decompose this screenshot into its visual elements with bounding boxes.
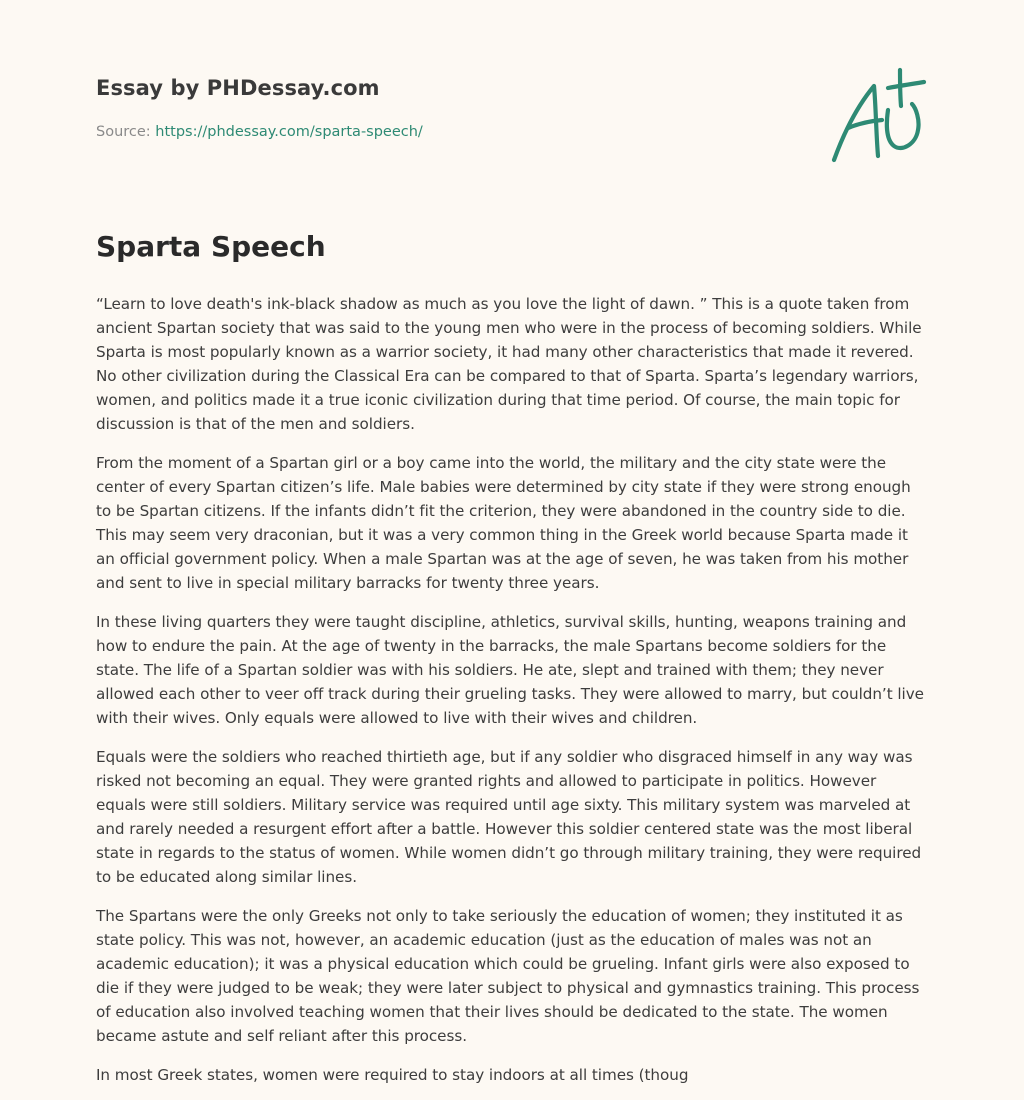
site-title: Essay by PHDessay.com [96,76,380,100]
essay-paragraph: From the moment of a Spartan girl or a boy came into the world, the military and the city state were the center of every Spartan citizen’s life. Male babies were determined by city state if they were strong enough to be Spartan citizens. If the infants didn’t fit the criterion, they were abandoned in the country side to die. This may seem very draconian, but it was a very common thing in the Greek world because Sparta made it an official government policy. When a male Spartan was at the age of seven, he was taken from his mother and sent to live in special military barracks for twenty three years. [96,454,911,592]
page-header [96,0,928,180]
essay-paragraph: In most Greek states, women were required to stay indoors at all times (thoug [96,1066,689,1084]
essay-paragraph: Equals were the soldiers who reached thirtieth age, but if any soldier who disgraced himself in any way was risked not becoming an equal. They were granted rights and allowed to participate in politics. However equals were still soldiers. Military service was required until age sixty. This military system was marveled at and rarely needed a resurgent effort after a battle. However this soldier centered state was the most liberal state in regards to the status of women. While women didn’t go through military training, they were required to be educated along similar lines. [96,748,922,886]
essay-paragraph: “Learn to love death's ink-black shadow as much as you love the light of dawn. ” This is a quote taken from ancient Spartan society that was said to the young men who were in the process of becoming soldiers. While Sparta is most popularly known as a warrior society, it had many other characteristics that made it revered. No other civilization during the Classical Era can be compared to that of Sparta. Sparta’s legendary warriors, women, and politics made it a true iconic civilization during that time period. Of course, the main topic for discussion is that of the men and soldiers. [96,295,922,433]
essay-paragraph: The Spartans were the only Greeks not only to take seriously the education of women; they instituted it as state policy. This was not, however, an academic education (just as the education of males was not an academic education); it was a physical education which could be grueling. Infant girls were also exposed to die if they were judged to be weak; they were later subject to physical and gymnastics training. This process of education also involved teaching women that their lives should be dedicated to the state. The women became astute and self reliant after this process. [96,907,920,1045]
source-link[interactable]: https://phdessay.com/sparta-speech/ [155,124,423,140]
a-plus-grade-icon [828,66,932,166]
essay-paragraph: In these living quarters they were taught discipline, athletics, survival skills, hunting, weapons training and how to endure the pain. At the age of twenty in the barracks, the male Spartans become soldiers for the state. The life of a Spartan soldier was with his soldiers. He ate, slept and trained with them; they never allowed each other to veer off track during their grueling tasks. They were allowed to marry, but couldn’t live with their wives. Only equals were allowed to live with their wives and children. [96,613,924,727]
essay-body [96,292,928,1087]
source-line [96,124,423,140]
essay-title: Sparta Speech [96,230,326,263]
source-label: Source: [96,124,151,140]
